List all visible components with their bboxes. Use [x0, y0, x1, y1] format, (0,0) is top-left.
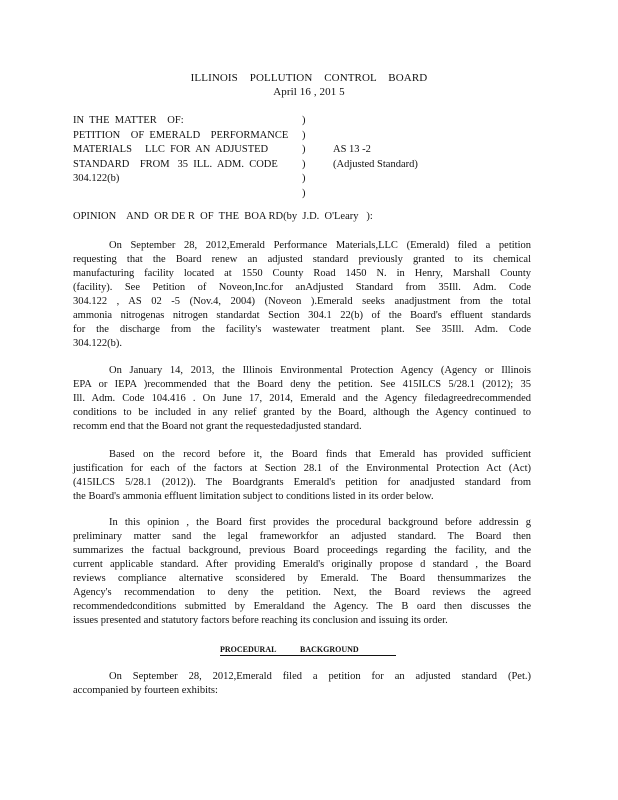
text-line: for the discharge from the facility's wastewater treatment plant. See 35Ill. Adm. Code	[73, 324, 531, 335]
text-line: recomm end that the Board not grant the requestedadjusted standard.	[73, 421, 362, 432]
caption-line: MATERIALS LLC FOR AN ADJUSTED	[73, 144, 269, 155]
paragraph-1	[73, 239, 531, 351]
text-line: recommendedconditions submitted by Emeraldand the Agency. The B oard then discusses the	[73, 601, 531, 612]
caption-line: PETITION OF EMERALD PERFORMANCE	[73, 129, 289, 141]
text-line: Based on the record before it, the Board finds that Emerald has provided sufficient	[109, 449, 531, 460]
text-line: current applicable standard. After providing Emerald's originally propose d standard , the Board	[73, 559, 531, 570]
case-caption-left	[73, 114, 305, 187]
document-date: April 16 , 201 5	[273, 86, 345, 98]
section-heading: PROCEDURAL BACKGROUND	[220, 645, 396, 656]
text-line: requesting that the Board renew an adjusted standard previously granted to its chemical	[73, 254, 531, 265]
paragraph-3	[73, 448, 531, 504]
caption-paren: )	[302, 158, 306, 170]
caption-line: STANDARD FROM 35 ILL. ADM. CODE	[73, 158, 278, 170]
text-line: preliminary matter sand the legal frameworkfor an adjusted standard. The Board then	[73, 531, 531, 542]
text-line: (facility). See Petition of Noveon,Inc.for anAdjusted Standard from 35Ill. Adm. Code	[73, 282, 531, 293]
text-line: EPA or IEPA )recommended that the Board deny the petition. See 415ILCS 5/28.1 (2012); 35	[73, 379, 531, 390]
text-line: issues presented and statutory factors before reaching its conclusion and issuing its order.	[73, 615, 448, 626]
text-line: conditions to be included in any relief granted by the Board, although the Agency continued to	[73, 407, 531, 418]
text-line: On January 14, 2013, the Illinois Environmental Protection Agency (Agency or Illinois	[109, 365, 531, 376]
case-type: (Adjusted Standard)	[333, 158, 418, 170]
caption-parentheses	[302, 114, 314, 201]
caption-paren: )	[302, 173, 306, 184]
text-line: the Board's ammonia effluent limitation subject to conditions listed in its order below.	[73, 491, 434, 502]
text-line: Agency's recommendation to deny the petition. Next, the Board reviews the agreed	[73, 587, 531, 598]
case-caption-right	[333, 143, 453, 172]
caption-paren: )	[302, 115, 306, 126]
caption-paren: )	[302, 144, 306, 155]
text-line: On September 28, 2012,Emerald Performance Materials,LLC (Emerald) filed a petition	[109, 240, 531, 251]
text-line: 304.122 , AS 02 -5 (Nov.4, 2004) (Noveon ).Emerald seeks anadjustment from the total	[73, 296, 531, 307]
text-line: (415ILCS 5/28.1 (2012)). The Boardgrants Emerald's petition for anadjusted standard from	[73, 477, 531, 488]
caption-paren: )	[302, 187, 306, 199]
text-line: Ill. Adm. Code 104.416 . On June 17, 2014, Emerald and the Agency filedagreedrecommended	[73, 393, 531, 404]
paragraph-2	[73, 364, 531, 434]
text-line: In this opinion , the Board first provides the procedural background before addressin g	[109, 517, 531, 528]
text-line: justification for each of the factors at Section 28.1 of the Environmental Protection Act (Act)	[73, 463, 531, 474]
text-line: summarizes the factual background, previous Board proceedings regarding the facility, and the	[73, 545, 531, 556]
caption-paren: )	[302, 129, 306, 141]
text-line: reviews compliance alternative sconsidered by Emerald. The Board thensummarizes the	[73, 573, 531, 584]
opinion-heading: OPINION AND OR DE R OF THE BOA RD(by J.D. O'Leary ):	[73, 211, 373, 222]
case-number: AS 13 -2	[333, 144, 371, 155]
caption-line: IN THE MATTER OF:	[73, 115, 184, 126]
text-line: accompanied by fourteen exhibits:	[73, 685, 218, 696]
board-title: ILLINOIS POLLUTION CONTROL BOARD	[190, 72, 428, 84]
caption-line: 304.122(b)	[73, 173, 120, 184]
paragraph-4	[73, 516, 531, 628]
text-line: On September 28, 2012,Emerald filed a petition for an adjusted standard (Pet.)	[109, 671, 531, 682]
paragraph-5	[73, 670, 531, 698]
text-line: ammonia nitrogenas nitrogen standardat Section 304.1 22(b) of the Board's effluent standards	[73, 310, 531, 321]
text-line: 304.122(b).	[73, 338, 122, 349]
text-line: manufacturing facility located at 1550 County Road 1450 N. in Henry, Marshall County	[73, 268, 531, 279]
